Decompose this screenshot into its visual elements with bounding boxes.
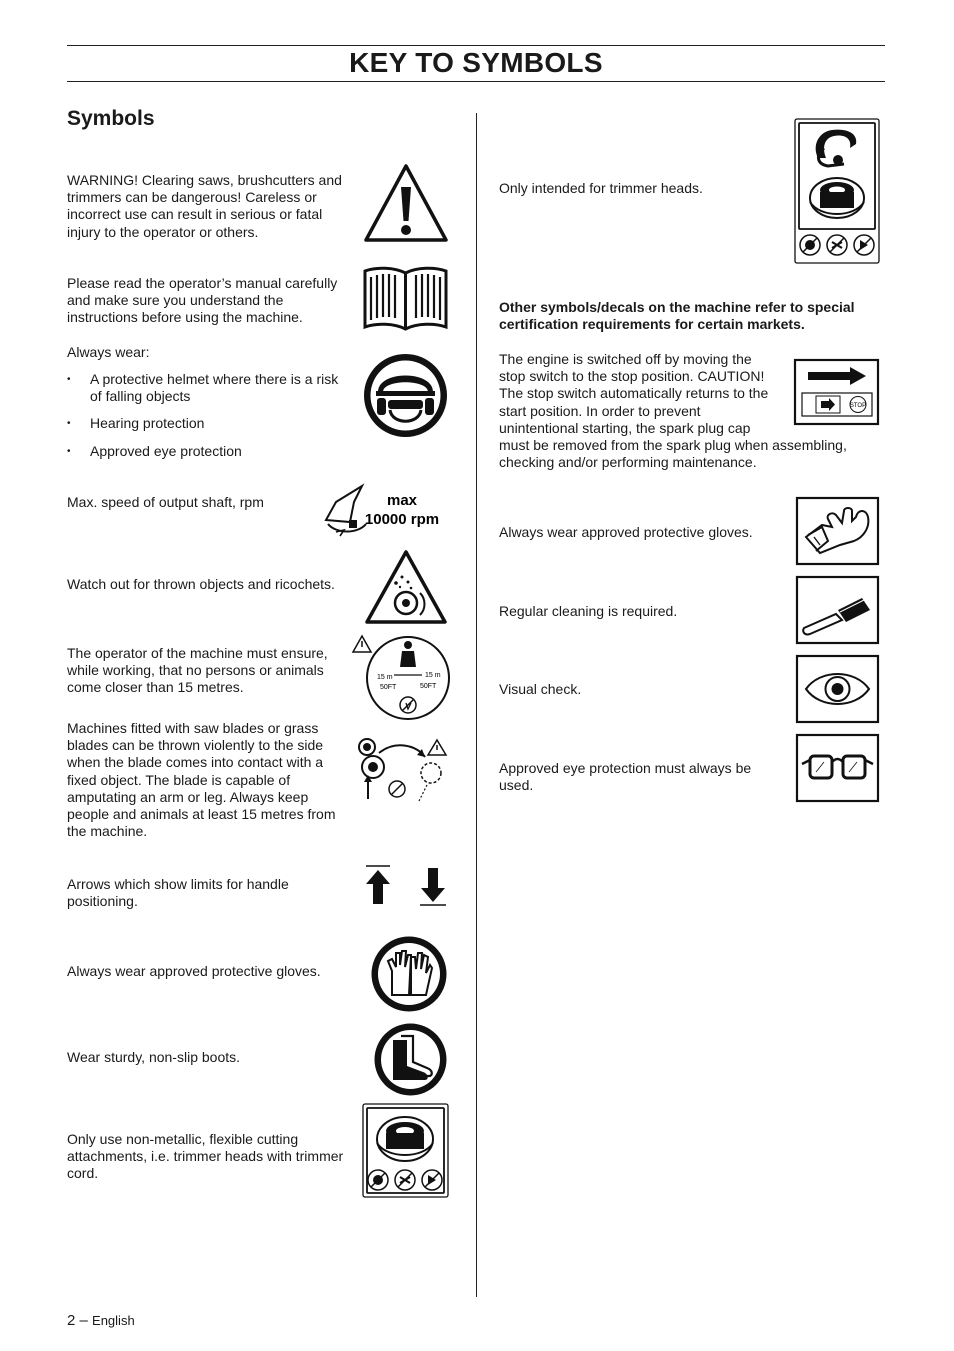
right-gloves-text: Always wear approved protective gloves. (499, 524, 753, 540)
distance-ft-left: 50FT (380, 684, 397, 691)
distance-m-right: 15 m (425, 672, 441, 679)
trimmer-heads-text: Only intended for trimmer heads. (499, 180, 703, 196)
stop-switch-icon (794, 359, 879, 425)
engine-text-line3: The stop switch automatically returns to the (499, 385, 769, 401)
engine-text-line2: stop switch to the stop position. CAUTION! (499, 368, 765, 384)
engine-text-line5: unintentional starting, the spark plug cap (499, 420, 751, 436)
max-label: max (386, 492, 418, 509)
stop-label: STOP (849, 403, 867, 409)
helmet-ear-eye-protection-icon (362, 352, 449, 439)
list-item: • Approved eye protection (67, 443, 352, 460)
handle-limit-arrows-icon (364, 864, 448, 908)
section-title: Symbols (67, 107, 155, 130)
saw-blades-text: Machines fitted with saw blades or grass blades can be thrown violently to the side when the blade comes into contact with a fixed object. The blade is capable of amputating an arm or leg. Always keep people and animals at least 15 metres from the machine. (67, 720, 336, 840)
eye-protection-text: Approved eye protection must always be used. (499, 760, 752, 794)
arrows-text: Arrows which show limits for handle positioning. (67, 876, 289, 910)
engine-text-rest: must be removed from the spark plug when assembling, checking and/or performing maintenance. (499, 437, 847, 471)
trimmer-heads-decal-icon (794, 118, 880, 264)
max-speed-text: Max. speed of output shaft, rpm (67, 494, 264, 510)
safety-glasses-icon (796, 734, 879, 802)
safety-distance-icon (350, 633, 450, 721)
distance-text: The operator of the machine must ensure, while working, that no persons or animals come closer than 15 metres. (67, 645, 328, 696)
eye-icon (796, 655, 879, 723)
gloves-text: Always wear approved protective gloves. (67, 963, 321, 979)
non-metallic-text: Only use non-metallic, flexible cutting attachments, i.e. trimmer heads with trimmer cord. (67, 1131, 344, 1182)
distance-ft-right: 50FT (420, 683, 437, 690)
column-divider (476, 113, 477, 1297)
visual-check-text: Visual check. (499, 681, 582, 697)
thrown-objects-text: Watch out for thrown objects and ricochets. (67, 576, 335, 592)
always-wear-label: Always wear: (67, 344, 150, 360)
trimmer-head-only-icon (362, 1103, 449, 1198)
boots-text: Wear sturdy, non-slip boots. (67, 1049, 241, 1065)
engine-text-line1: The engine is switched off by moving the (499, 351, 752, 367)
header-bottom-rule (67, 81, 885, 82)
wear-list (67, 371, 352, 470)
footer-language: English (92, 1313, 135, 1328)
distance-m-left: 15 m (377, 674, 393, 681)
engine-text-line4: start position. In order to prevent (499, 403, 701, 419)
page-number: 2 – (67, 1312, 88, 1329)
warning-triangle-icon (363, 163, 449, 243)
cleaning-text: Regular cleaning is required. (499, 603, 678, 619)
boots-circle-icon (373, 1022, 448, 1097)
max-rpm-icon (322, 482, 448, 538)
warning-text: WARNING! Clearing saws, brushcutters and trimmers can be dangerous! Careless or incorrect use can result in serious or fatal injury to the operator or others. (67, 172, 342, 240)
gloves-circle-icon (370, 935, 448, 1013)
rpm-label: 10000 rpm (364, 511, 440, 528)
blade-thrust-icon (355, 735, 449, 805)
page-title: KEY TO SYMBOLS (349, 47, 603, 78)
header-top-rule (67, 45, 885, 46)
thrown-objects-icon (364, 549, 448, 625)
manual-text: Please read the operator’s manual carefully and make sure you understand the instructions before using the machine. (67, 275, 338, 326)
other-symbols-note: Other symbols/decals on the machine refer to special certification requirements for certain markets. (499, 299, 855, 333)
list-item: • A protective helmet where there is a risk of falling objects (67, 371, 352, 405)
page-footer (67, 1312, 135, 1329)
glove-icon (796, 497, 879, 565)
brush-icon (796, 576, 879, 644)
open-book-icon (362, 265, 449, 331)
list-item: • Hearing protection (67, 415, 352, 432)
